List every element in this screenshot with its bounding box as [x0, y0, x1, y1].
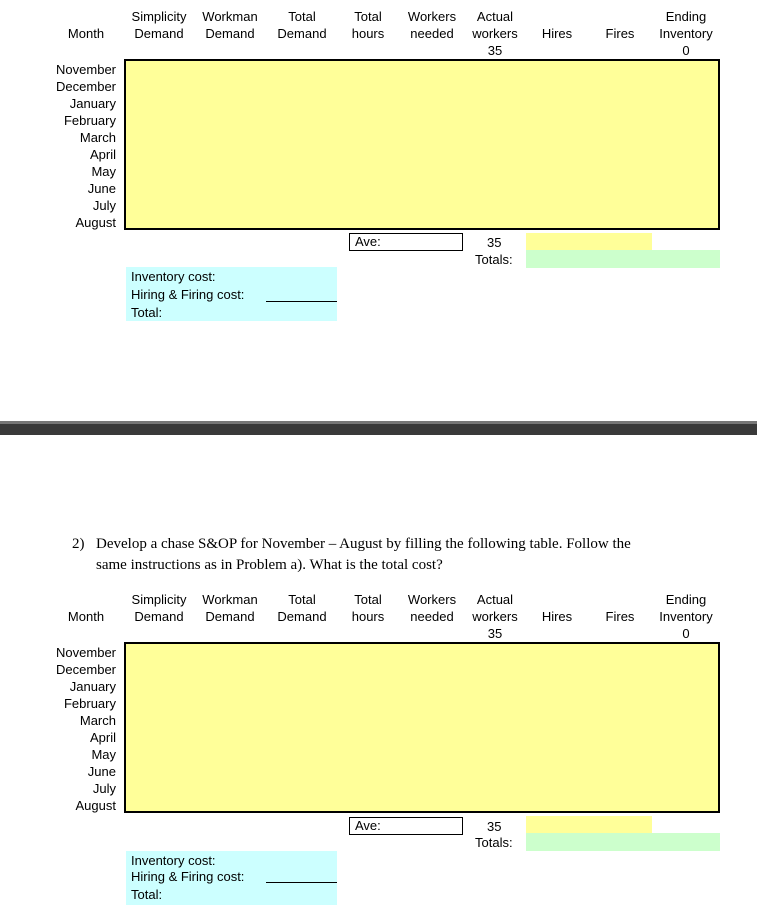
problem-2-text — [72, 534, 712, 576]
header-simplicity-demand: Simplicity Demand — [131, 9, 187, 41]
ending-inventory-initial: 0 — [682, 626, 690, 641]
month-label: April — [89, 147, 116, 162]
month-list — [44, 61, 116, 231]
problem-line-2: same instructions as in Problem a). What is the total cost? — [96, 557, 443, 573]
cost-summary — [126, 267, 337, 321]
header-total-hours: Total hours — [351, 9, 385, 41]
problem-number: 2) — [72, 536, 85, 552]
month-label: December — [56, 79, 116, 94]
header-month: Month — [67, 609, 105, 624]
average-hires-fires-cell[interactable] — [526, 233, 652, 250]
header-ending-inventory: Ending Inventory — [659, 592, 713, 624]
average-box — [349, 817, 463, 835]
hiring-firing-cost-label: Hiring & Firing cost: — [131, 869, 245, 884]
month-list — [44, 644, 116, 814]
header-ending-inventory: Ending Inventory — [659, 9, 713, 41]
total-cost-label: Total: — [131, 305, 163, 320]
month-label: November — [56, 645, 116, 660]
month-label: July — [92, 198, 116, 213]
month-label: August — [75, 798, 116, 813]
average-value: 35 — [487, 819, 502, 834]
cost-underline — [266, 882, 337, 883]
month-label: April — [89, 730, 116, 745]
average-label: Ave: — [355, 234, 381, 249]
input-grid[interactable] — [124, 59, 720, 230]
planning-table-1 — [0, 0, 757, 330]
month-label: May — [91, 164, 116, 179]
input-grid[interactable] — [124, 642, 720, 813]
header-actual-workers: Actual workers — [472, 592, 518, 624]
average-box — [349, 233, 463, 251]
month-label: August — [75, 215, 116, 230]
ending-inventory-initial: 0 — [682, 43, 690, 58]
header-fires: Fires — [605, 609, 635, 624]
average-hires-fires-cell[interactable] — [526, 816, 652, 833]
cost-underline — [266, 301, 337, 302]
header-hires: Hires — [541, 26, 573, 41]
header-workman-demand: Workman Demand — [202, 592, 258, 624]
header-hires: Hires — [541, 609, 573, 624]
header-workman-demand: Workman Demand — [202, 9, 258, 41]
month-label: January — [69, 96, 116, 111]
header-total-hours: Total hours — [351, 592, 385, 624]
month-label: January — [69, 679, 116, 694]
actual-workers-initial: 35 — [487, 43, 503, 58]
average-value: 35 — [487, 235, 502, 250]
hiring-firing-cost-label: Hiring & Firing cost: — [131, 287, 245, 302]
page-divider — [0, 421, 757, 435]
totals-label: Totals: — [475, 252, 513, 267]
cost-summary — [126, 851, 337, 905]
planning-table-2 — [0, 583, 757, 913]
month-label: March — [79, 713, 116, 728]
header-total-demand: Total Demand — [277, 592, 327, 624]
month-label: February — [63, 113, 116, 128]
header-workers-needed: Workers needed — [407, 9, 457, 41]
total-cost-label: Total: — [131, 887, 163, 902]
month-label: November — [56, 62, 116, 77]
month-label: December — [56, 662, 116, 677]
header-actual-workers: Actual workers — [472, 9, 518, 41]
month-label: June — [87, 181, 116, 196]
month-label: June — [87, 764, 116, 779]
totals-label: Totals: — [475, 835, 513, 850]
totals-cell[interactable] — [526, 833, 720, 851]
month-label: March — [79, 130, 116, 145]
actual-workers-initial: 35 — [487, 626, 503, 641]
totals-cell[interactable] — [526, 250, 720, 268]
header-workers-needed: Workers needed — [407, 592, 457, 624]
header-total-demand: Total Demand — [277, 9, 327, 41]
month-label: July — [92, 781, 116, 796]
average-label: Ave: — [355, 818, 381, 833]
header-simplicity-demand: Simplicity Demand — [131, 592, 187, 624]
month-label: February — [63, 696, 116, 711]
problem-line-1: Develop a chase S&OP for November – August by filling the following table. Follow the — [96, 536, 631, 552]
header-month: Month — [67, 26, 105, 41]
month-label: May — [91, 747, 116, 762]
header-fires: Fires — [605, 26, 635, 41]
inventory-cost-label: Inventory cost: — [131, 269, 216, 284]
inventory-cost-label: Inventory cost: — [131, 853, 216, 868]
